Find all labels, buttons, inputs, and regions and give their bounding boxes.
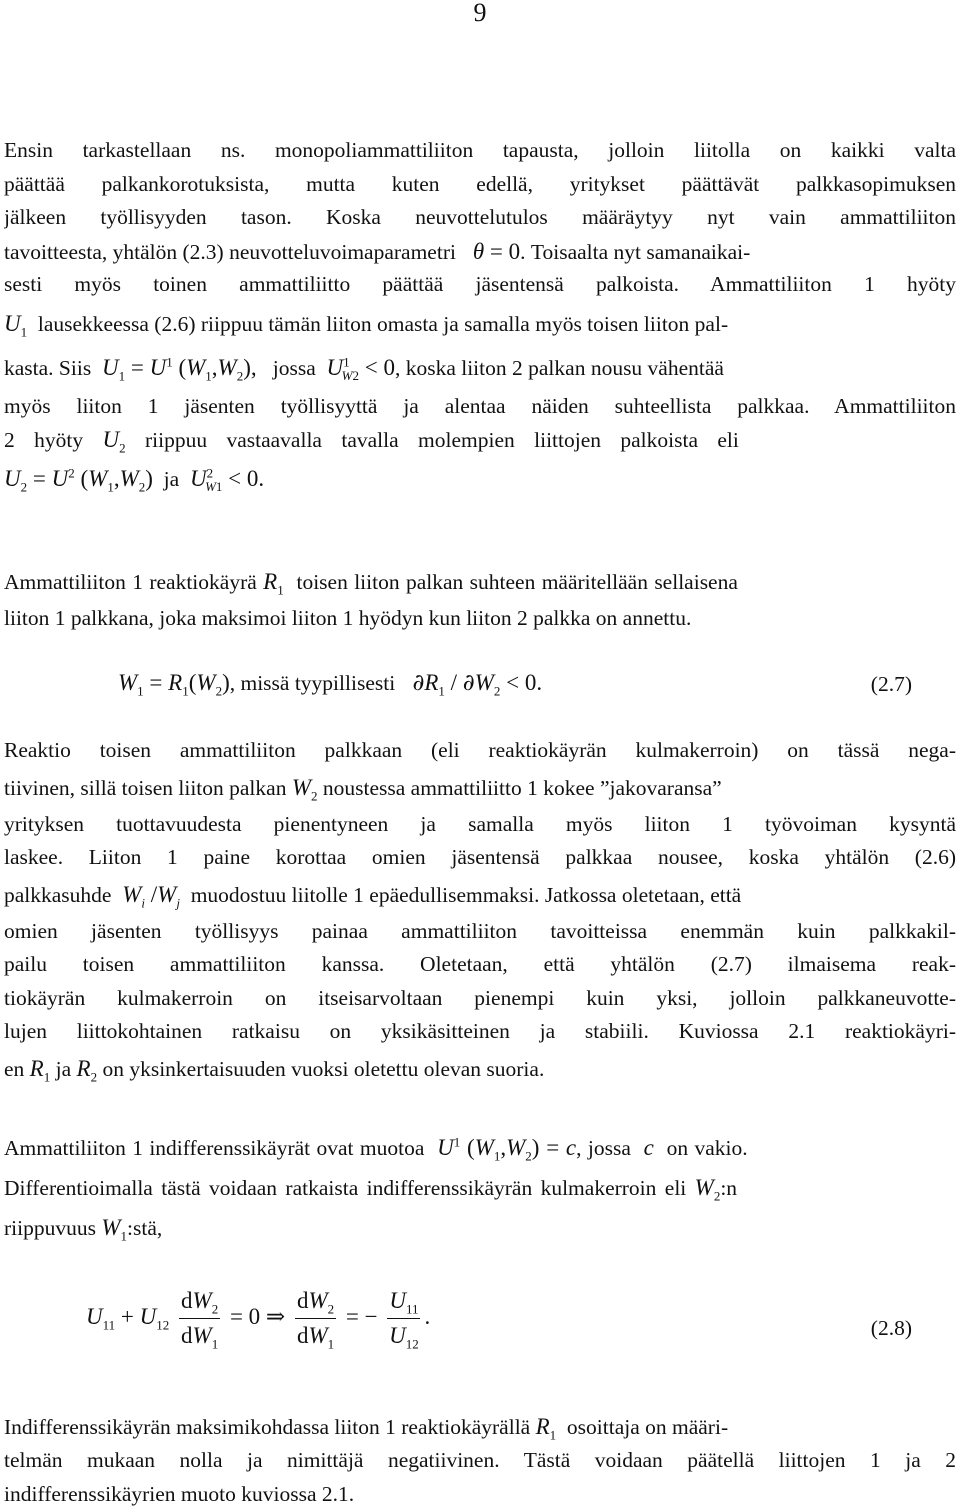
math-R2: $R_2$ (76, 1055, 98, 1085)
text-line: Reaktio toisen ammattiliiton palkkaan (eli reaktiokäyrän kulmakerroin) on tässä nega- (4, 738, 956, 762)
text-line: riippuvuus $W_1:stä$, (4, 1215, 163, 1244)
paragraph-monopoly-union (4, 134, 956, 501)
text-line: tiokäyrän kulmakerroin on itseisarvoltaan pienempi kuin yksi, jolloin palkkaneuvotte- (4, 985, 956, 1010)
paragraph-reaction-curve (4, 562, 956, 636)
math-R1: $R_1$ (29, 1055, 51, 1085)
math-U1: $U_1$ (4, 310, 28, 340)
text-line: myös liiton 1 jäsenten työllisyyttä ja alentaa näiden suhteellista palkkaa. Ammattiliiton (4, 393, 956, 418)
text-line: Ensin tarkastellaan ns. monopoliammattiliiton tapausta, jolloin liitolla on kaikki valta (4, 138, 956, 162)
text-line: Indifferenssikäyrän maksimikohdassa liiton 1 reaktiokäyrällä $R_1$ osoittaja on määri- (4, 1414, 729, 1443)
text-line: lujen liittokohtainen ratkaisu on yksikäsitteinen ja stabiili. Kuviossa 2.1 reaktiokäyri- (4, 1019, 956, 1043)
paragraph-reaction-slope (4, 734, 956, 1089)
text-line: Ammattiliiton 1 indifferenssikäyrät ovat muotoa $U^1$ $(W_1,W_2) = c$, jossa c on vakio. (4, 1134, 748, 1164)
text-line: tavoitteesta, yhtälön (2.3) neuvotteluvoimaparametri θ = 0. Toisaalta nyt samanaikai- (4, 238, 751, 264)
text-line: sesti myös toinen ammattiliitto päättää jäsentensä palkoista. Ammattiliiton 1 hyöty (4, 272, 956, 296)
math-U2-W1-derivative: $U^2_{W1} < 0$. (189, 464, 265, 495)
text-line: $U_1$ lausekkeessa (2.6) riippuu tämän liiton omasta ja samalla myös toisen liiton pal- (4, 310, 729, 340)
equation-number-2-8: (2.8) (870, 1316, 912, 1340)
paragraph-indifference-maximum (4, 1410, 956, 1511)
text-line: 2 hyöty $U_2$ riippuu vastaavalla tavalla molempien liittojen palkoista eli (4, 427, 739, 456)
text-line: liiton 1 palkkana, joka maksimoi liiton 1 hyödyn kun liiton 2 palkka on annettu. (4, 606, 692, 630)
math-U2-function: $U_2 = U^2$ $(W_1,W_2)$ (4, 464, 153, 495)
math-U1-W2-derivative: $U^1_{W2} < 0$ (326, 353, 395, 384)
math-indifference-form: $U^1$ $(W_1,W_2) = c$ (437, 1134, 577, 1164)
text-line: päättää palkankorotuksista, mutta kuten edellä, yritykset päättävät palkkasopimuksen (4, 171, 956, 196)
fraction-dW2-dW1: $\frac{dW_2}{dW_1}$ (295, 1284, 336, 1353)
text-line: omien jäsenten työllisyys painaa ammattiliiton tavoitteissa enemmän kuin palkkakil- (4, 918, 956, 943)
text-line: tiivinen, sillä toisen liiton palkan $W_2$ noustessa ammattiliitto 1 kokee ”jakovaransa” (4, 774, 722, 804)
text-line: en $R_1$ ja $R_2$ on yksinkertaisuuden vuoksi oletettu olevan suoria. (4, 1055, 545, 1085)
text-line: telmän mukaan nolla ja nimittäjä negatiivinen. Tästä voidaan päätellä liittojen 1 ja 2 (4, 1448, 956, 1472)
text-line: Differentioimalla tästä voidaan ratkaista indifferenssikäyrän kulmakerroin eli $W_2:n$ (4, 1175, 738, 1204)
text-line: jälkeen työllisyyden tason. Koska neuvottelutulos määräytyy nyt vain ammattiliiton (4, 205, 956, 229)
math-wage-ratio: $W_i$ $/W_j$ (122, 881, 180, 911)
paragraph-indifference-curves (4, 1128, 956, 1248)
text-line: pailu toisen ammattiliiton kanssa. Oletetaan, että yhtälön (2.7) ilmaisema reak- (4, 952, 956, 976)
text-line: laskee. Liiton 1 paine korottaa omien jäsentensä palkkaa nousee, koska yhtälön (2.6) (4, 845, 956, 869)
equation-2-8: $U_{11} + U_{12}$ $\frac{dW_2}{dW_1}$ = 0 ⇒ $\frac{dW_2}{dW_1}$ = − $\frac{U_{11}}{U_{12}}$ . (86, 1284, 430, 1353)
math-R1: $R_1$ (263, 569, 284, 598)
math-R1: $R_1$ (535, 1414, 557, 1443)
equation-2-7: $W_1 = R_1(W_2)$, missä tyypillisesti $\partial R_1 / \partial W_2 < 0$. (118, 670, 543, 699)
text-line: $U_2 = U^2$ $(W_1,W_2)$ ja $U^2_{W1} < 0$. (4, 464, 265, 495)
text-line: kasta. Siis $U_1 = U^1$ $(W_1,W_2)$, jossa $U^1_{W2} < 0$, koska liiton 2 palkan nousu vähentää (4, 353, 724, 384)
math-U1-function: $U_1 = U^1$ $(W_1,W_2)$, (101, 353, 257, 384)
page-number: 9 (473, 0, 487, 27)
math-U2: $U_2$ (102, 427, 126, 456)
math-W2: $W_2$ (291, 774, 318, 804)
text-line: Ammattiliiton 1 reaktiokäyrä $R_1$ toisen liiton palkan suhteen määritellään sellaisena (4, 569, 738, 598)
math-W2: $W_2$ (694, 1175, 721, 1204)
equation-number-2-7: (2.7) (870, 672, 912, 696)
text-line: indifferenssikäyrien muoto kuviossa 2.1. (4, 1481, 355, 1506)
fraction-dW2-dW1: $\frac{dW_2}{dW_1}$ (179, 1284, 220, 1353)
text-line: palkkasuhde $W_i$ $/W_j$ muodostuu liitolle 1 epäedullisemmaksi. Jatkossa oletetaan, että (4, 881, 742, 911)
math-c: c (643, 1135, 654, 1160)
math-W1: $W_1$ (101, 1215, 128, 1244)
fraction-U11-U12: $\frac{U_{11}}{U_{12}}$ (387, 1284, 420, 1353)
theta-equation: θ = 0 (461, 238, 521, 264)
text-line: yrityksen tuottavuudesta pienentyneen ja samalla myös liiton 1 työvoiman kysyntä (4, 811, 956, 836)
